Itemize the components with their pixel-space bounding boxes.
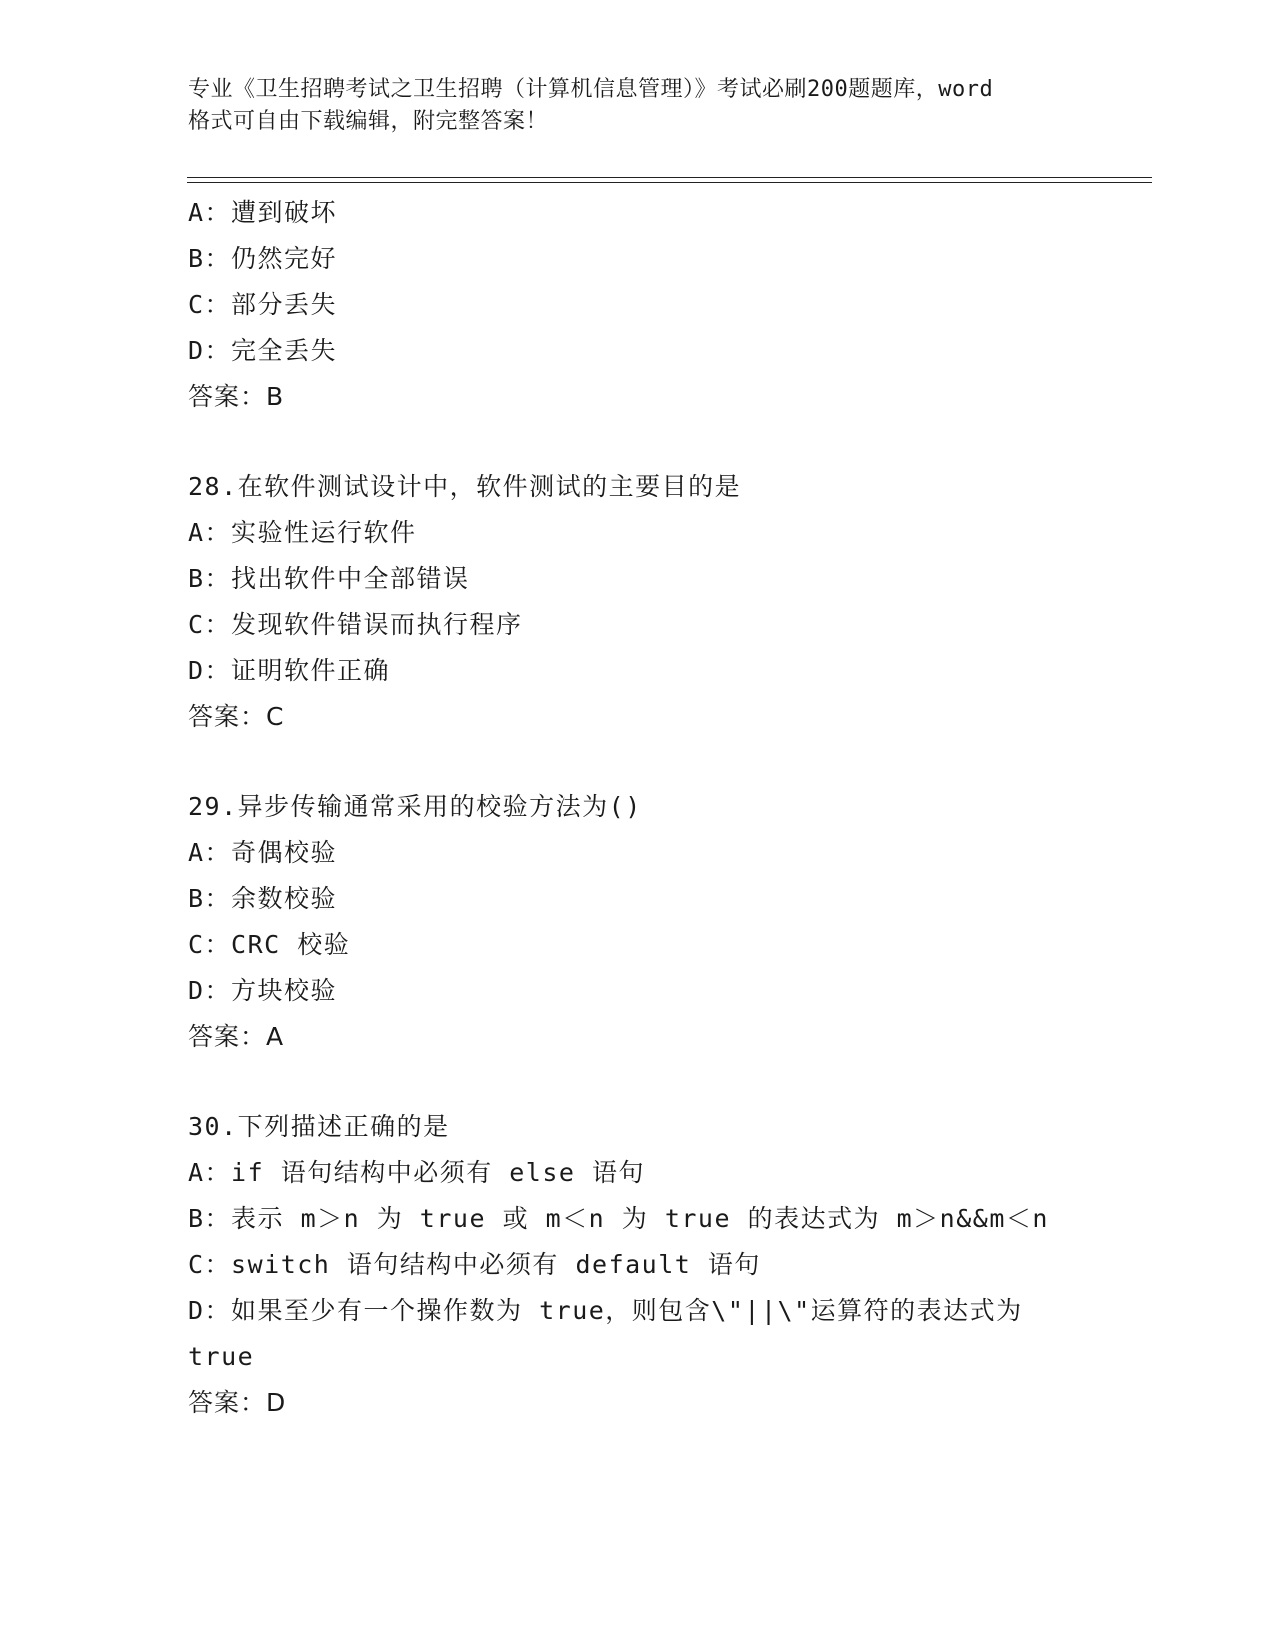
question-list	[188, 190, 1148, 1426]
header-title-line-2: 格式可自由下载编辑，附完整答案！	[188, 109, 549, 134]
q29-option-b: B：余数校验	[188, 884, 338, 913]
q30-question-text: 30.下列描述正确的是	[188, 1112, 450, 1141]
header-divider-bottom	[187, 182, 1152, 183]
q29-answer: 答案：A	[188, 1022, 285, 1051]
q28-option-d: D：证明软件正确	[188, 656, 391, 685]
q27-option-c: C：部分丢失	[188, 290, 338, 319]
q28-question-text: 28.在软件测试设计中，软件测试的主要目的是	[188, 472, 742, 501]
spacer	[188, 740, 1148, 784]
spacer	[188, 1060, 1148, 1104]
q30-option-c: C：switch 语句结构中必须有 default 语句	[188, 1250, 761, 1279]
q29-question-text: 29.异步传输通常采用的校验方法为()	[188, 792, 642, 821]
spacer	[188, 420, 1148, 464]
q28-answer: 答案：C	[188, 702, 285, 731]
q28-option-b: B：找出软件中全部错误	[188, 564, 470, 593]
q30-option-b: B：表示 m＞n 为 true 或 m＜n 为 true 的表达式为 m＞n&&m＜n	[188, 1204, 1049, 1233]
q29-option-a: A：奇偶校验	[188, 838, 338, 867]
q27-option-d: D：完全丢失	[188, 336, 338, 365]
q29-option-d: D：方块校验	[188, 976, 338, 1005]
question-30-block	[188, 1104, 1148, 1426]
question-28-block	[188, 464, 1148, 740]
q30-option-d-continued: true	[188, 1342, 255, 1371]
q28-option-c: C：发现软件错误而执行程序	[188, 610, 523, 639]
header-divider-top	[187, 177, 1152, 178]
q27-option-a: A：遭到破坏	[188, 198, 338, 227]
q30-option-a: A：if 语句结构中必须有 else 语句	[188, 1158, 646, 1187]
q27-answer: 答案：B	[188, 382, 285, 411]
q29-option-c: C：CRC 校验	[188, 930, 351, 959]
question-27-block	[188, 190, 1148, 420]
question-29-block	[188, 784, 1148, 1060]
document-header	[188, 74, 1088, 138]
q27-option-b: B：仍然完好	[188, 244, 338, 273]
q30-option-d: D：如果至少有一个操作数为 true，则包含\"||\"运算符的表达式为	[188, 1296, 1023, 1325]
q28-option-a: A：实验性运行软件	[188, 518, 417, 547]
header-title-line-1: 专业《卫生招聘考试之卫生招聘（计算机信息管理）》考试必刷200题题库，word	[188, 77, 994, 102]
q30-answer: 答案：D	[188, 1388, 287, 1417]
